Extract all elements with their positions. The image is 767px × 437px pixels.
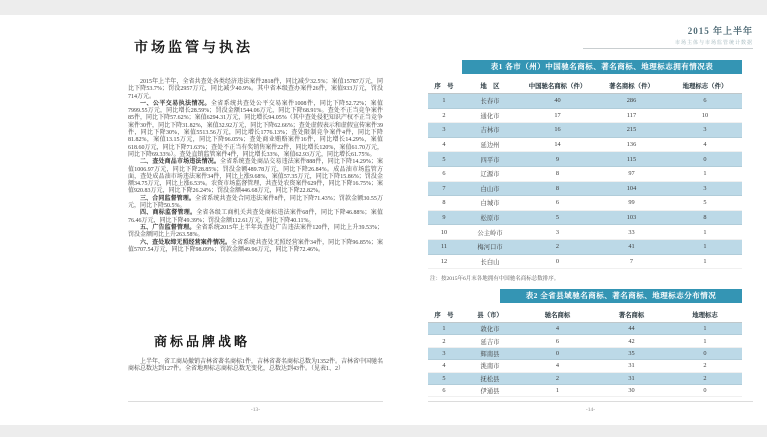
table-cell: 1 bbox=[555, 387, 560, 395]
table-row bbox=[428, 240, 742, 255]
table-cell: 0 bbox=[555, 349, 560, 357]
paragraph-lead: 三、合同监督管理。 bbox=[140, 195, 196, 202]
page-number-right: -14- bbox=[585, 407, 596, 413]
table-cell: 3 bbox=[703, 184, 707, 192]
footer-rule-left bbox=[128, 401, 383, 402]
table-row bbox=[428, 123, 742, 138]
table-row bbox=[428, 152, 742, 167]
table-cell: 梅河口市 bbox=[477, 244, 503, 252]
table-cell: 4 bbox=[442, 141, 446, 149]
table-cell: 3 bbox=[555, 228, 560, 236]
paragraph-lead: 五、广告监督管理。 bbox=[140, 224, 196, 231]
table-cell: 5 bbox=[442, 374, 446, 382]
paragraph bbox=[128, 225, 383, 240]
table-cell: 115 bbox=[626, 155, 637, 163]
column-header: 地理标志（件） bbox=[682, 82, 728, 90]
paragraph bbox=[128, 159, 383, 195]
table-cell: 6 bbox=[442, 170, 446, 178]
table-cell: 1 bbox=[442, 97, 446, 105]
paragraph-text: 全省系统查处商品交易违法案件888件，同比下降14.29%；案值1006.97万元，同比下降28.85%；罚没金额489.78万元，同比下降26.84%。成品油市场监管方面，查处成品油市场违法案件34件，同比上涨9.68%，案值57.35万元，同比下降15.86%；罚没金额34.75万元，同比上涨6.53%。农资市场监督管理，共查处农资案件629件，同比下降16.75%；案值920.83万元，同比下降26.24%；罚没金额446.68万元，同比下降22.82%。 bbox=[128, 159, 383, 195]
table-cell: 14 bbox=[554, 141, 561, 149]
table-cell: 白城市 bbox=[480, 200, 500, 208]
table-cell: 4 bbox=[703, 141, 707, 149]
table-cell: 11 bbox=[440, 243, 448, 251]
table-cell: 延吉市 bbox=[480, 338, 500, 346]
table-row bbox=[428, 211, 742, 226]
table-cell: 136 bbox=[626, 141, 637, 149]
table-cell: 41 bbox=[628, 243, 635, 251]
table-cell: 0 bbox=[703, 387, 707, 395]
column-header: 著名商标（件） bbox=[609, 82, 654, 90]
column-header: 地 区 bbox=[480, 82, 500, 90]
table-cell: 敦化市 bbox=[480, 326, 500, 334]
table-cell: 3 bbox=[703, 126, 707, 134]
paragraph-text: 全省系统共查处合同违法案件8件，同比下降71.43%；罚款金额30.55万元，同比下降50.5%。 bbox=[128, 195, 383, 210]
table-cell: 5 bbox=[442, 155, 446, 163]
table-cell: 松原市 bbox=[480, 215, 500, 223]
paragraph bbox=[128, 240, 383, 255]
paragraph bbox=[128, 196, 383, 211]
paragraph bbox=[128, 359, 383, 374]
table-row bbox=[428, 335, 742, 347]
page-left bbox=[108, 15, 390, 425]
table-cell: 1 bbox=[703, 337, 707, 345]
table-cell: 8 bbox=[703, 214, 707, 222]
paragraph bbox=[128, 210, 383, 225]
paragraph-text: 全省系统共查处公平交易案件1008件，同比下降52.72%；案值7999.55万元，同比增长28.59%；罚没金额1544.06万元，同比下降68.91%。查处不正当竞争案件85件，同比下降57.62%；案值6294.31万元，同比增长94.05%（其中查处侵犯知识产权不正当竞争案件30件，同比下降31.82%，案值32.92万元，同比下降62.66%；查处虚假表示和虚假宣传案件39件，同比下降30%，案值5513.56万元，同比增长1776.13%；查处限制竞争案件4件，同比下降81.82%，案值13.15万元，同比下降96.05%；查处商业贿赂案件16件，同比增长14.29%，案值618.60万元，同比下降71.63%；查处不正当有奖销售案件22件，同比增长120%，案值61.70万元，同比下降69.33%）。查处直销监管案件4件，同比增长33%，案值62.93万元，同比增长61.75%。 bbox=[128, 100, 383, 158]
table-cell: 洮南市 bbox=[480, 363, 500, 371]
table-cell: 1 bbox=[703, 243, 707, 251]
table-cell: 2 bbox=[555, 243, 560, 251]
table-cell: 1 bbox=[442, 325, 446, 333]
table1-header-row bbox=[428, 77, 742, 94]
table-cell: 0 bbox=[703, 155, 707, 163]
table2-body bbox=[428, 323, 742, 397]
table-cell: 12 bbox=[440, 257, 448, 265]
table-cell: 2 bbox=[555, 374, 560, 382]
page-number-left: -13- bbox=[250, 407, 261, 413]
table-row bbox=[428, 255, 742, 270]
table-cell: 40 bbox=[554, 97, 561, 105]
table-cell: 16 bbox=[554, 126, 561, 134]
table-row bbox=[428, 360, 742, 372]
table-cell: 延边州 bbox=[480, 142, 500, 150]
table-cell: 8 bbox=[442, 199, 446, 207]
table-cell: 117 bbox=[626, 111, 637, 119]
table-cell: 抚松县 bbox=[480, 375, 500, 383]
column-header: 地理标志 bbox=[692, 311, 718, 319]
table-cell: 2 bbox=[703, 374, 707, 382]
table-cell: 6 bbox=[555, 199, 560, 207]
paragraph-text: 上半年，省工商局撤销吉林省著名商标1件，吉林省著名商标总数为1352件。吉林省中国驰名商标总数达到127件。全省地理标志商标总数无变化，总数达到43件。（见表1、2） bbox=[128, 359, 384, 373]
table-cell: 0 bbox=[555, 257, 560, 265]
table-cell: 42 bbox=[628, 337, 635, 345]
table-row bbox=[428, 167, 742, 182]
table-cell: 9 bbox=[555, 155, 560, 163]
table-cell: 5 bbox=[555, 214, 560, 222]
section-title-market-supervision: 市场监管与执法 bbox=[134, 41, 253, 56]
table-cell: 44 bbox=[628, 325, 635, 333]
paragraph-lead: 六、查处取缔无照经营案件情况。 bbox=[140, 239, 232, 246]
table-cell: 吉林市 bbox=[480, 127, 500, 135]
table-row bbox=[428, 385, 742, 397]
table-cell: 3 bbox=[442, 126, 446, 134]
table-cell: 6 bbox=[703, 97, 707, 105]
table-cell: 通化市 bbox=[480, 112, 500, 120]
table-cell: 9 bbox=[442, 214, 446, 222]
footer-rule-right bbox=[428, 401, 753, 402]
table-cell: 辉南县 bbox=[480, 350, 500, 358]
table-cell: 2 bbox=[442, 111, 446, 119]
paragraph-text: 2015年上半年，全省共查处各类经济违法案件2818件，同比减少32.5%；案值15787万元，同比下降53.7%；罚没2957万元，同比减少40.9%。其中省本级查办案件26件，案值933万元，罚没714万元。 bbox=[128, 79, 383, 100]
table-cell: 10 bbox=[701, 111, 709, 119]
table-cell: 31 bbox=[628, 374, 635, 382]
table-cell: 17 bbox=[554, 111, 561, 119]
table-cell: 白山市 bbox=[480, 185, 500, 193]
table-cell: 4 bbox=[442, 362, 446, 370]
table-cell: 1 bbox=[703, 257, 707, 265]
table-cell: 8 bbox=[555, 184, 560, 192]
table-cell: 6 bbox=[555, 337, 560, 345]
section-trademark-strategy bbox=[128, 331, 383, 374]
running-header-rule bbox=[583, 48, 753, 49]
table-row bbox=[428, 373, 742, 385]
table-row bbox=[428, 138, 742, 153]
paragraph bbox=[128, 79, 383, 101]
paragraph-text: 全省各级工商机关共查处商标违法案件68件，同比下降46.88%；案值76.46万元，同比下降49.39%；罚没金额112.61万元，同比下降40.11%。 bbox=[128, 210, 383, 224]
column-header: 中国驰名商标（件） bbox=[528, 82, 587, 90]
table-row bbox=[428, 109, 742, 124]
table-cell: 1 bbox=[703, 228, 707, 236]
table-cell: 1 bbox=[703, 325, 707, 333]
paragraph-lead: 四、商标监督管理。 bbox=[140, 210, 197, 217]
table-cell: 四平市 bbox=[480, 156, 500, 164]
table-cell: 7 bbox=[442, 184, 446, 192]
table2-header-row bbox=[428, 306, 742, 323]
table2-title-bar: 表2 全省县域驰名商标、著名商标、地理标志分布情况 bbox=[500, 289, 742, 303]
table1-title-bar: 表1 各市（州）中国驰名商标、著名商标、地理标志拥有情况表 bbox=[462, 60, 742, 74]
running-header-title: 2015 年上半年 bbox=[687, 26, 753, 36]
table-cell: 8 bbox=[555, 170, 560, 178]
body-text-market-supervision bbox=[128, 79, 383, 254]
column-header: 县（市） bbox=[477, 311, 503, 319]
table-cell: 0 bbox=[703, 349, 707, 357]
table-cell: 6 bbox=[442, 387, 446, 395]
table-cell: 2 bbox=[442, 337, 446, 345]
table-cell: 2 bbox=[703, 362, 707, 370]
table-cell: 33 bbox=[628, 228, 635, 236]
table-cell: 35 bbox=[628, 349, 635, 357]
table-cell: 1 bbox=[703, 170, 707, 178]
table-cell: 5 bbox=[703, 199, 707, 207]
table-cell: 31 bbox=[628, 362, 635, 370]
table-row bbox=[428, 196, 742, 211]
table-cell: 103 bbox=[626, 214, 637, 222]
table-cell: 伊通县 bbox=[480, 388, 500, 396]
table-cell: 7 bbox=[629, 257, 634, 265]
running-header-subtitle: 市场主体与市场监管统计数据 bbox=[674, 41, 753, 46]
scan-edge-bottom bbox=[0, 425, 767, 437]
table-row bbox=[428, 225, 742, 240]
table1 bbox=[428, 77, 742, 269]
table-cell: 104 bbox=[626, 184, 637, 192]
table-cell: 3 bbox=[442, 349, 446, 357]
table-row bbox=[428, 182, 742, 197]
paragraph-text: 全省系统2015年上半年共查处广告违法案件120件，同比上升39.53%；罚没金额同比上升263.58%。 bbox=[128, 224, 383, 239]
table-cell: 215 bbox=[626, 126, 637, 134]
table-cell: 4 bbox=[555, 325, 560, 333]
table-row bbox=[428, 348, 742, 360]
body-text-trademark-strategy bbox=[128, 359, 383, 374]
page-right bbox=[392, 15, 765, 425]
column-header: 驰名商标 bbox=[544, 311, 571, 319]
table1-body bbox=[428, 94, 742, 269]
table-cell: 长白山 bbox=[480, 258, 500, 266]
table-row bbox=[428, 94, 742, 109]
table2 bbox=[428, 306, 742, 397]
table-cell: 辽源市 bbox=[480, 171, 500, 179]
table-cell: 10 bbox=[440, 228, 448, 236]
paragraph bbox=[128, 101, 383, 159]
scan-edge-top bbox=[0, 0, 767, 15]
table1-note: 注：按2015年6月末各地拥有中国驰名商标总数排序。 bbox=[430, 276, 560, 282]
table-cell: 30 bbox=[628, 387, 635, 395]
paragraph-lead: 二、查处商品市场违法情况。 bbox=[140, 159, 221, 166]
paragraph-text: 全省系统共查处无照经营案件34件，同比下降96.85%；案值5707.54万元，同比下降98.09%；罚款金额49.96万元，同比下降72.46%。 bbox=[128, 239, 383, 253]
table-cell: 99 bbox=[628, 199, 635, 207]
column-header: 序 号 bbox=[434, 311, 454, 319]
table-cell: 286 bbox=[626, 97, 637, 105]
table-cell: 公主岭市 bbox=[477, 229, 503, 237]
running-header bbox=[675, 24, 753, 46]
table-cell: 97 bbox=[628, 170, 635, 178]
table-row bbox=[428, 323, 742, 335]
table-cell: 长春市 bbox=[480, 98, 500, 106]
column-header: 著名商标 bbox=[618, 311, 645, 319]
table-cell: 4 bbox=[555, 362, 560, 370]
section-title-trademark-strategy: 商标品牌战略 bbox=[154, 334, 251, 349]
paragraph-lead: 一、公平交易执法情况。 bbox=[140, 100, 211, 107]
column-header: 序 号 bbox=[434, 82, 454, 90]
